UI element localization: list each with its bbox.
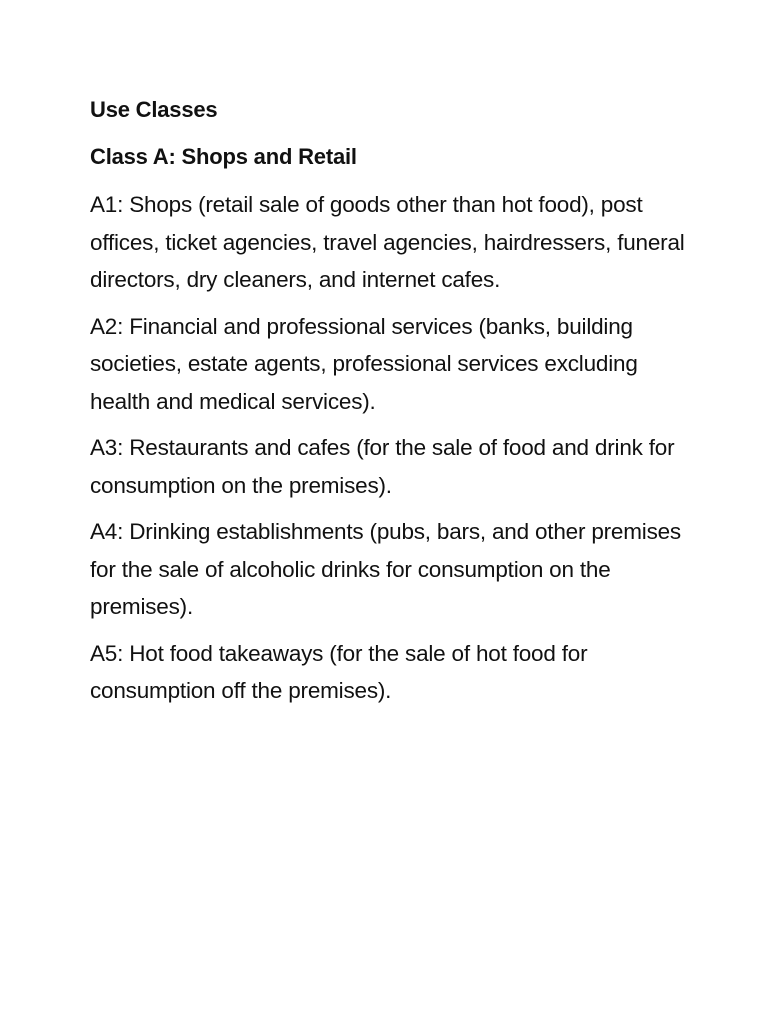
paragraph-a5: A5: Hot food takeaways (for the sale of hot food for consumption off the premises). bbox=[90, 640, 588, 703]
paragraph-a1: A1: Shops (retail sale of goods other than hot food), post offices, ticket agencies, travel agencies, hairdressers, funeral directors, dry cleaners, and internet cafes. bbox=[90, 192, 685, 292]
paragraph-a4: A4: Drinking establishments (pubs, bars, and other premises for the sale of alcoholic drinks for consumption on the premises). bbox=[90, 519, 681, 619]
paragraph-a2: A2: Financial and professional services (banks, building societies, estate agents, professional services excluding health and medical services). bbox=[90, 313, 638, 414]
document-subtitle: Class A: Shops and Retail bbox=[90, 144, 357, 169]
document-page bbox=[90, 92, 690, 719]
paragraph-a3: A3: Restaurants and cafes (for the sale of food and drink for consumption on the premises). bbox=[90, 435, 675, 498]
document-title: Use Classes bbox=[90, 97, 218, 122]
